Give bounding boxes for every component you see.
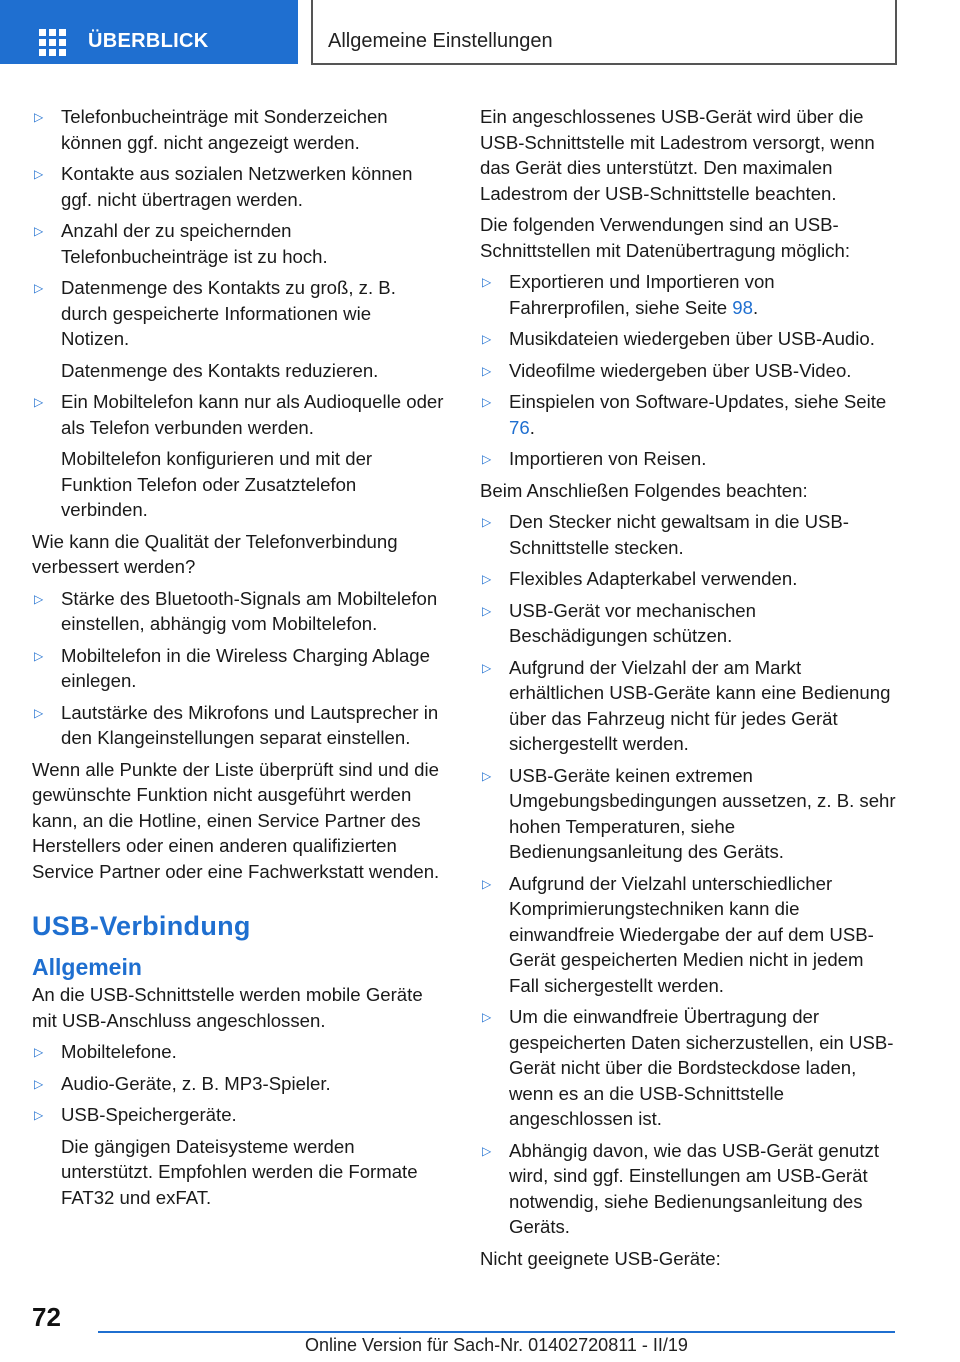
uses-list xyxy=(480,269,896,472)
triangle-right-outline-icon: ▷ xyxy=(482,1010,492,1024)
triangle-right-outline-icon: ▷ xyxy=(34,705,44,720)
list-item: ▷ Kontakte aus sozialen Netzwerken können ggf. nicht übertragen werden. xyxy=(34,163,413,210)
charging-paragraph: Ein angeschlossenes USB-Gerät wird über die USB-Schnittstelle mit Ladestrom versorgt, wenn das Gerät dies unterstützt. Den maximalen Ladestrom der USB-Schnittstelle beachten. xyxy=(480,106,875,204)
list-item: ▷ Datenmenge des Kontakts zu groß, z. B. durch gespeicherte Informationen wie Notizen. Datenmenge des Kontakts reduzieren. xyxy=(32,275,444,383)
overview-tab[interactable] xyxy=(0,0,298,64)
triangle-right-outline-icon: ▷ xyxy=(482,332,492,346)
list-item-remedy: Datenmenge des Kontakts reduzieren. xyxy=(61,359,379,381)
page-number: 72 xyxy=(32,1302,61,1332)
triangle-right-outline-icon: ▷ xyxy=(34,1076,44,1091)
list-item: ▷ USB-Speichergeräte. Die gängigen Dateisysteme werden unterstützt. Empfohlen werden die Formate FAT32 und exFAT. xyxy=(32,1102,444,1210)
usb-heading: USB-Verbindung xyxy=(32,911,251,941)
triangle-right-outline-icon: ▷ xyxy=(34,1045,44,1059)
general-subheading: Allgemein xyxy=(32,954,142,980)
question-paragraph: Wie kann die Qualität der Telefonverbindung verbessert werden? xyxy=(32,530,398,577)
list-item: ▷ Abhängig davon, wie das USB-Gerät genutzt wird, sind ggf. Einstellungen am USB-Gerät notwendig, siehe Bedienungsanleitung des Geräts. xyxy=(482,1139,880,1237)
triangle-right-outline-icon: ▷ xyxy=(482,363,492,378)
list-item: ▷ Einspielen von Software-Updates, siehe Seite 76. xyxy=(482,391,887,438)
list-item: ▷ Um die einwandfreie Übertragung der gespeicherten Daten sicherzustellen, ein USB-Gerät nicht über die Bordsteckdose laden, wenn es an die USB-Schnittstelle angeschlossen ist. xyxy=(482,1006,894,1129)
list-item: ▷ Exportieren und Importieren von Fahrerprofilen, siehe Seite 98. xyxy=(482,271,775,318)
list-item: ▷ USB-Gerät vor mechanischen Beschädigungen schützen. xyxy=(482,599,756,646)
list-item: ▷ Lautstärke des Mikrofons und Lautsprecher in den Klangeinstellungen separat einstellen. xyxy=(34,701,439,748)
list-item: ▷ Aufgrund der Vielzahl unterschiedlicher Komprimierungstechniken kann die einwandfreie Wiedergabe der auf dem USB-Gerät gespeicherten Medien nicht in jedem Fall sichergestellt werden. xyxy=(482,872,874,996)
connection-notes-intro: Beim Anschließen Folgendes beachten: xyxy=(480,479,808,501)
triangle-right-outline-icon: ▷ xyxy=(482,275,492,289)
triangle-right-outline-icon: ▷ xyxy=(482,452,492,466)
list-item: ▷ Flexibles Adapterkabel verwenden. xyxy=(482,568,798,589)
section-title: Allgemeine Einstellungen xyxy=(328,30,553,52)
list-item: ▷ Den Stecker nicht gewaltsam in die USB-Schnittstelle stecken. xyxy=(482,511,849,558)
triangle-right-outline-icon: ▷ xyxy=(482,1143,492,1158)
triangle-right-outline-icon: ▷ xyxy=(34,1108,44,1122)
triangle-right-outline-icon: ▷ xyxy=(482,768,492,783)
triangle-right-outline-icon: ▷ xyxy=(34,167,44,181)
list-item: ▷ Anzahl der zu speichernden Telefonbucheinträge ist zu hoch. xyxy=(34,220,328,267)
overview-tab-label: ÜBERBLICK xyxy=(88,30,209,52)
list-item: ▷ USB-Geräte keinen extremen Umgebungsbedingungen aussetzen, z. B. sehr hohen Temperaturen, siehe Bedienungsanleitung des Geräts. xyxy=(482,764,896,862)
list-item: ▷ Stärke des Bluetooth-Signals am Mobiltelefon einstellen, abhängig vom Mobiltelefon. xyxy=(34,587,438,634)
list-item: ▷ Ein Mobiltelefon kann nur als Audioquelle oder als Telefon verbunden werden. Mobiltelefon konfigurieren und mit der Funktion Telefon oder Zusatztelefon verbinden. xyxy=(32,389,444,523)
unsuitable-devices-paragraph: Nicht geeignete USB-Geräte: xyxy=(480,1247,721,1269)
footer-divider xyxy=(98,1331,895,1333)
triangle-right-outline-icon: ▷ xyxy=(34,224,44,238)
list-item: ▷ Aufgrund der Vielzahl der am Markt erhältlichen USB-Geräte kann eine Bedienung über das Fahrzeug nicht für jedes Gerät sichergestellt werden. xyxy=(482,656,891,754)
troubleshooting-list xyxy=(32,104,444,523)
list-item: ▷ Videofilme wiedergeben über USB-Video. xyxy=(482,359,852,381)
hotline-paragraph: Wenn alle Punkte der Liste überprüft sind und die gewünschte Funktion nicht ausgeführt werden kann, an die Hotline, einen Service Partner des Herstellers oder einen anderen qualifizierten Service Partner oder eine Fachwerkstatt wenden. xyxy=(32,758,440,882)
left-column xyxy=(32,104,444,1216)
quality-list xyxy=(32,586,444,751)
footer-version-text: Online Version für Sach-Nr. 01402720811 - II/19 xyxy=(305,1335,688,1355)
triangle-right-outline-icon: ▷ xyxy=(34,648,44,663)
list-item-note: Die gängigen Dateisysteme werden unterstützt. Empfohlen werden die Formate FAT32 und exFAT. xyxy=(61,1135,418,1208)
page-link-98[interactable]: 98 xyxy=(732,296,753,318)
list-item: ▷ Musikdateien wiedergeben über USB-Audio. xyxy=(482,328,875,349)
usb-intro-paragraph: An die USB-Schnittstelle werden mobile Geräte mit USB-Anschluss angeschlossen. xyxy=(32,984,423,1031)
list-item: ▷ Mobiltelefon in die Wireless Charging Ablage einlegen. xyxy=(34,644,430,691)
list-item: ▷ Mobiltelefone. xyxy=(34,1041,177,1062)
device-list xyxy=(32,1039,444,1210)
uses-intro-paragraph: Die folgenden Verwendungen sind an USB-Schnittstellen mit Datenübertragung möglich: xyxy=(480,214,851,261)
list-item: ▷ Audio-Geräte, z. B. MP3-Spieler. xyxy=(34,1072,331,1094)
triangle-right-outline-icon: ▷ xyxy=(482,876,492,891)
triangle-right-outline-icon: ▷ xyxy=(34,110,44,124)
triangle-right-outline-icon: ▷ xyxy=(482,660,492,675)
triangle-right-outline-icon: ▷ xyxy=(482,515,492,529)
list-item-remedy: Mobiltelefon konfigurieren und mit der Funktion Telefon oder Zusatztelefon verbinden. xyxy=(61,448,373,520)
list-item: ▷ Telefonbucheinträge mit Sonderzeichen können ggf. nicht angezeigt werden. xyxy=(34,106,388,153)
triangle-right-outline-icon: ▷ xyxy=(482,603,492,618)
list-item: ▷ Importieren von Reisen. xyxy=(482,448,707,469)
triangle-right-outline-icon: ▷ xyxy=(482,395,492,409)
section-header xyxy=(311,0,897,65)
grid-menu-icon xyxy=(39,29,66,54)
triangle-right-outline-icon: ▷ xyxy=(34,281,44,295)
triangle-right-outline-icon: ▷ xyxy=(34,395,44,409)
right-column xyxy=(480,104,896,1277)
triangle-right-outline-icon: ▷ xyxy=(482,572,492,586)
connection-notes-list xyxy=(480,509,896,1240)
page-link-76[interactable]: 76 xyxy=(509,416,530,438)
triangle-right-outline-icon: ▷ xyxy=(34,591,44,606)
